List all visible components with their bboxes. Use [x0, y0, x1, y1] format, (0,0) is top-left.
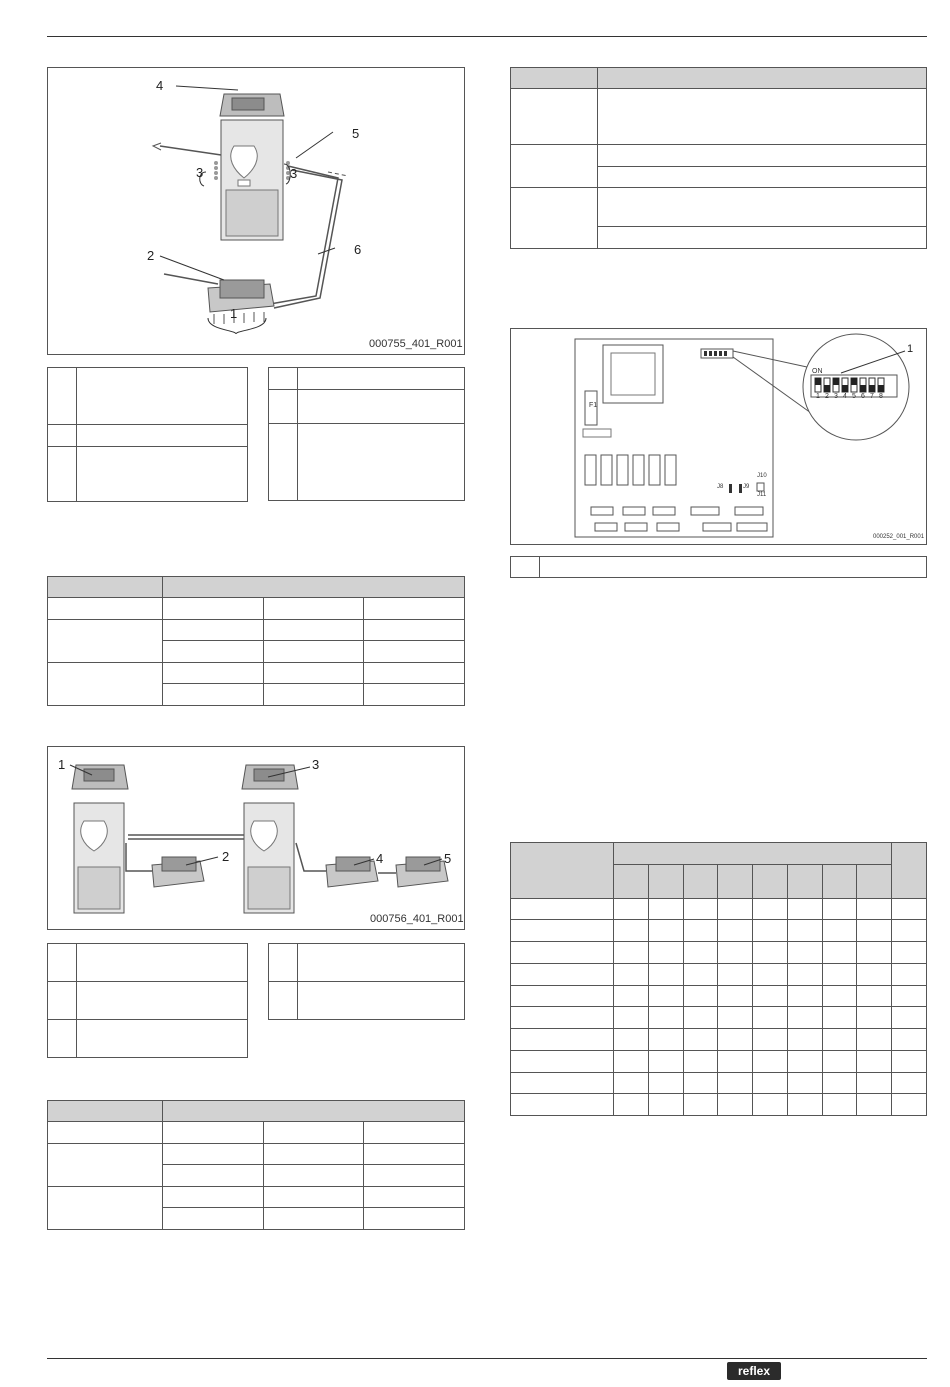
dip-number: 3 [834, 393, 838, 400]
legend-text-cell [77, 368, 248, 425]
table-cell [857, 1029, 892, 1051]
table-cell [683, 942, 718, 964]
table-cell [598, 145, 680, 167]
table-header-cell [822, 865, 857, 899]
table-cell [48, 663, 163, 706]
table-cell [263, 1187, 364, 1208]
table-cell [683, 1007, 718, 1029]
legend-key-cell [269, 982, 298, 1020]
callout-3-left: 3 [196, 165, 204, 180]
table-cell [163, 1165, 264, 1187]
callout-3: 3 [312, 757, 320, 772]
table-cell [892, 1073, 927, 1094]
table-header-cell [614, 843, 892, 865]
jumper-label: J10 [757, 473, 767, 479]
table-cell [753, 1007, 788, 1029]
table-cell [762, 167, 844, 188]
figure-multi-controller-bus [47, 746, 465, 930]
table-cell [857, 942, 892, 964]
table-cell [844, 145, 926, 167]
table-cell [680, 145, 762, 167]
table-cell [364, 598, 465, 620]
table-cell [163, 1144, 264, 1165]
table-cell [48, 620, 163, 663]
table-cell [822, 942, 857, 964]
dip-on-label: ON [812, 368, 823, 375]
table-cell [364, 641, 465, 663]
table-cell [364, 663, 465, 684]
table-cell [822, 1094, 857, 1116]
table-cell [753, 1094, 788, 1116]
dip-number: 5 [852, 393, 856, 400]
table-cell [263, 641, 364, 663]
table-cell [364, 1122, 465, 1144]
callout-4: 4 [376, 851, 384, 866]
legend-text-cell [298, 390, 465, 424]
table-header-cell [48, 1101, 163, 1122]
table-cell [857, 1051, 892, 1073]
table-cell [787, 1007, 822, 1029]
dip-number: 2 [825, 393, 829, 400]
table-cell [683, 1094, 718, 1116]
table-header-cell [857, 865, 892, 899]
table-cell [364, 1187, 465, 1208]
callout-1: 1 [907, 343, 914, 355]
table-cell [683, 1029, 718, 1051]
legend-text-cell [298, 424, 465, 501]
callout-1: 1 [58, 757, 66, 772]
table-cell [163, 1187, 264, 1208]
table-cell [822, 986, 857, 1007]
table-cell [762, 145, 844, 167]
table-cell [892, 942, 927, 964]
table-cell [614, 986, 649, 1007]
table-cell [892, 1029, 927, 1051]
dip-number: 4 [843, 393, 847, 400]
table-cell [753, 986, 788, 1007]
dip-switch-settings-table [510, 842, 927, 1116]
table-cell [614, 1051, 649, 1073]
table-cell [648, 1007, 683, 1029]
legend-text-cell [298, 982, 465, 1020]
settings-table-b [47, 1100, 465, 1230]
table-cell [680, 89, 762, 145]
table-cell [680, 167, 762, 188]
table-cell [718, 1051, 753, 1073]
table-header-cell [892, 843, 927, 899]
table-cell [648, 1073, 683, 1094]
table-header-cell [683, 865, 718, 899]
table-cell [683, 986, 718, 1007]
table-cell [163, 641, 264, 663]
legend-table-fig1-right [268, 367, 465, 501]
table-cell [364, 1208, 465, 1230]
table-cell [892, 1051, 927, 1073]
table-cell [753, 942, 788, 964]
table-cell [598, 89, 680, 145]
table-header-cell [511, 68, 598, 89]
table-cell [364, 684, 465, 706]
multi-device-illustration [48, 747, 464, 929]
table-cell [844, 89, 926, 145]
legend-table-fig2-left [47, 943, 248, 1058]
legend-key-cell [269, 424, 298, 501]
table-cell [718, 1073, 753, 1094]
table-cell [892, 899, 927, 920]
table-cell [163, 684, 264, 706]
table-cell [718, 1007, 753, 1029]
table-header-cell [753, 865, 788, 899]
figure-id-label: 000756_401_R001 [370, 913, 464, 925]
table-cell [683, 964, 718, 986]
table-cell [822, 1007, 857, 1029]
callout-2: 2 [147, 248, 155, 263]
table-cell [892, 986, 927, 1007]
table-cell [857, 1094, 892, 1116]
table-header-cell [648, 865, 683, 899]
table-cell [787, 986, 822, 1007]
table-cell [857, 1073, 892, 1094]
table-cell [892, 1007, 927, 1029]
table-cell [753, 1051, 788, 1073]
legend-text-cell [77, 944, 248, 982]
table-cell [263, 663, 364, 684]
table-cell [762, 227, 844, 249]
table-cell [683, 1051, 718, 1073]
callout-2: 2 [222, 849, 230, 864]
table-cell [511, 942, 614, 964]
table-cell [614, 1073, 649, 1094]
table-cell [598, 227, 680, 249]
table-cell [648, 1094, 683, 1116]
table-cell [857, 964, 892, 986]
circuit-board-illustration [511, 329, 926, 544]
legend-text-cell [298, 944, 465, 982]
jumper-label: J9 [743, 484, 750, 490]
table-cell [787, 899, 822, 920]
table-cell [163, 620, 264, 641]
table-header-cell [718, 865, 753, 899]
table-cell [598, 188, 680, 227]
table-cell [263, 684, 364, 706]
legend-table-fig1-left [47, 367, 248, 502]
table-cell [163, 1208, 264, 1230]
table-cell [892, 920, 927, 942]
table-cell [364, 1165, 465, 1187]
table-cell [48, 1122, 163, 1144]
table-cell [822, 1029, 857, 1051]
jumper-label: J11 [757, 492, 767, 498]
table-header-cell [163, 1101, 465, 1122]
table-cell [718, 920, 753, 942]
table-cell [263, 1144, 364, 1165]
table-cell [648, 986, 683, 1007]
legend-key-cell [48, 982, 77, 1020]
table-cell [163, 598, 264, 620]
dip-number: 1 [816, 393, 820, 400]
table-cell [787, 920, 822, 942]
legend-key-cell [269, 390, 298, 424]
table-cell [753, 920, 788, 942]
table-header-cell [787, 865, 822, 899]
table-cell [718, 986, 753, 1007]
legend-key-cell [48, 944, 77, 982]
table-cell [263, 1165, 364, 1187]
table-cell [680, 227, 762, 249]
table-cell [511, 964, 614, 986]
table-cell [787, 964, 822, 986]
callout-3-right: 3 [290, 166, 298, 181]
table-cell [364, 620, 465, 641]
table-cell [263, 1122, 364, 1144]
table-cell [822, 1073, 857, 1094]
table-cell [822, 1051, 857, 1073]
table-cell [683, 1073, 718, 1094]
table-cell [511, 188, 598, 249]
callout-5: 5 [444, 851, 452, 866]
table-cell [614, 964, 649, 986]
legend-key-cell [269, 368, 298, 390]
table-cell [648, 899, 683, 920]
table-cell [753, 899, 788, 920]
table-cell [844, 188, 926, 227]
table-cell [822, 964, 857, 986]
header-rule [47, 36, 927, 37]
callout-6: 6 [354, 242, 362, 257]
table-cell [511, 1051, 614, 1073]
table-cell [718, 942, 753, 964]
fuse-label: F1 [589, 402, 598, 409]
legend-text-cell [77, 425, 248, 447]
settings-table-a [47, 576, 465, 706]
table-cell [511, 1094, 614, 1116]
table-cell [614, 1094, 649, 1116]
legend-key-cell [48, 447, 77, 502]
table-cell [598, 167, 680, 188]
legend-text-cell [540, 557, 927, 578]
table-cell [364, 1144, 465, 1165]
table-header-cell [48, 577, 163, 598]
table-cell [48, 1187, 163, 1230]
table-header-cell [511, 843, 614, 899]
table-cell [718, 964, 753, 986]
table-cell [753, 1029, 788, 1051]
table-cell [892, 1094, 927, 1116]
table-cell [648, 1029, 683, 1051]
legend-key-cell [48, 368, 77, 425]
table-cell [263, 598, 364, 620]
callout-1: 1 [230, 306, 238, 321]
table-cell [857, 986, 892, 1007]
table-cell [263, 620, 364, 641]
table-cell [48, 1144, 163, 1187]
figure-id-label: 000755_401_R001 [369, 338, 463, 350]
table-cell [892, 964, 927, 986]
callout-4: 4 [156, 78, 164, 93]
table-cell [787, 1029, 822, 1051]
device-connection-illustration [48, 68, 464, 354]
legend-text-cell [77, 982, 248, 1020]
jumper-label: J8 [717, 484, 724, 490]
figure-controller-bus-connection [47, 67, 465, 355]
table-cell [163, 1122, 264, 1144]
table-cell [511, 89, 598, 145]
table-cell [614, 942, 649, 964]
table-cell [718, 1029, 753, 1051]
table-cell [511, 986, 614, 1007]
legend-text-cell [77, 447, 248, 502]
table-cell [844, 167, 926, 188]
table-cell [163, 663, 264, 684]
table-cell [48, 598, 163, 620]
table-cell [511, 920, 614, 942]
table-cell [511, 1073, 614, 1094]
legend-key-cell [48, 1020, 77, 1058]
table-cell [648, 942, 683, 964]
table-cell [511, 899, 614, 920]
dip-number: 6 [861, 393, 865, 400]
settings-table-c [510, 67, 927, 249]
table-cell [822, 899, 857, 920]
dip-number: 8 [879, 393, 883, 400]
legend-key-cell [48, 425, 77, 447]
table-cell [614, 920, 649, 942]
table-cell [857, 899, 892, 920]
legend-text-cell [77, 1020, 248, 1058]
table-cell [648, 920, 683, 942]
table-cell [614, 1007, 649, 1029]
table-cell [753, 1073, 788, 1094]
table-cell [511, 1029, 614, 1051]
legend-table-fig2-right [268, 943, 465, 1020]
table-cell [857, 1007, 892, 1029]
table-header-cell [163, 577, 465, 598]
table-cell [753, 964, 788, 986]
legend-text-cell [298, 368, 465, 390]
table-cell [680, 188, 762, 227]
table-cell [762, 188, 844, 227]
dip-number: 7 [870, 393, 874, 400]
table-cell [511, 145, 598, 188]
table-cell [822, 920, 857, 942]
table-cell [648, 964, 683, 986]
table-cell [614, 899, 649, 920]
legend-key-cell [269, 944, 298, 982]
figure-circuit-board [510, 328, 927, 545]
table-cell [683, 899, 718, 920]
table-cell [857, 920, 892, 942]
figure-id-label: 000252_001_R001 [873, 534, 925, 540]
table-cell [787, 1073, 822, 1094]
table-cell [787, 1094, 822, 1116]
table-header-cell [614, 865, 649, 899]
table-cell [511, 1007, 614, 1029]
table-header-cell [598, 68, 927, 89]
table-cell [787, 1051, 822, 1073]
table-cell [844, 227, 926, 249]
table-cell [762, 89, 844, 145]
legend-key-cell [511, 557, 540, 578]
table-cell [648, 1051, 683, 1073]
footer-rule [47, 1358, 927, 1359]
brand-logo: reflex [727, 1362, 781, 1380]
legend-table-fig3 [510, 556, 927, 578]
table-cell [718, 899, 753, 920]
table-cell [263, 1208, 364, 1230]
callout-5: 5 [352, 126, 360, 141]
table-cell [683, 920, 718, 942]
table-cell [787, 942, 822, 964]
table-cell [718, 1094, 753, 1116]
table-cell [614, 1029, 649, 1051]
